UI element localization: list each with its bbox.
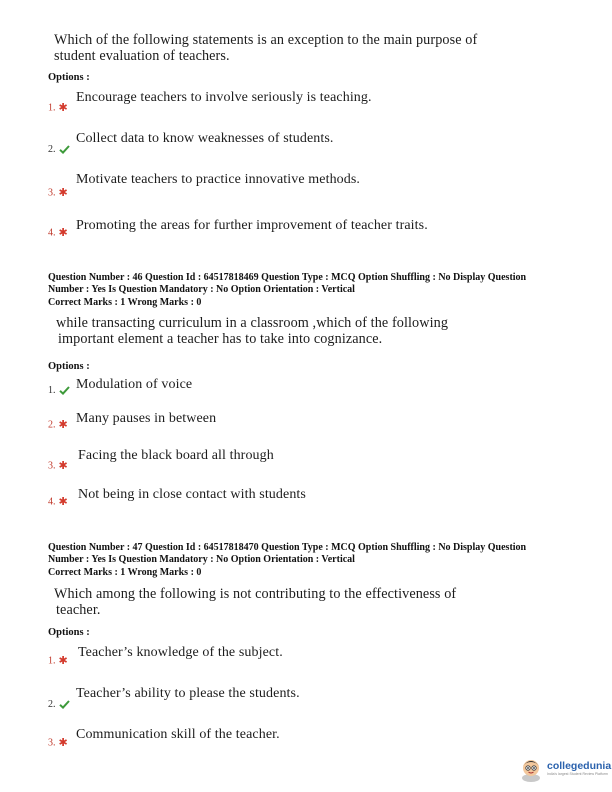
collegedunia-logo <box>518 756 611 782</box>
q45-option-1-number <box>48 103 68 113</box>
q46-question-line-2: important element a teacher has to take into cognizance. <box>58 331 383 347</box>
q45-option-1-text: Encourage teachers to involve seriously is teaching. <box>76 90 372 105</box>
cross-icon: ✱ <box>58 186 68 199</box>
q46-option-2-num: 2. <box>48 419 56 431</box>
q46-meta-line-2: Number : Yes Is Question Mandatory : No Option Orientation : Vertical <box>48 283 355 295</box>
q47-question-line-1: Which among the following is not contributing to the effectiveness of <box>54 586 457 602</box>
check-icon <box>59 700 70 709</box>
q46-options-label: Options : <box>48 361 90 372</box>
cross-icon: ✱ <box>58 495 68 508</box>
check-icon <box>59 386 70 395</box>
cross-icon: ✱ <box>58 736 68 749</box>
q47-option-1-text: Teacher’s knowledge of the subject. <box>78 645 283 660</box>
q45-option-1-num: 1. <box>48 102 56 114</box>
cross-icon: ✱ <box>58 654 68 667</box>
q45-question-line-2: student evaluation of teachers. <box>54 48 230 64</box>
q46-question-line-1: while transacting curriculum in a classroom ,which of the following <box>56 315 449 331</box>
q46-option-2-text: Many pauses in between <box>76 411 217 426</box>
q47-option-3-number <box>48 738 68 748</box>
q46-option-4-num: 4. <box>48 496 56 508</box>
check-icon <box>59 145 70 154</box>
q45-option-4-number <box>48 228 68 238</box>
q47-option-3-text: Communication skill of the teacher. <box>76 727 280 742</box>
cross-icon: ✱ <box>58 459 68 472</box>
q45-option-2-number <box>48 145 70 155</box>
q46-meta-line-1: Question Number : 46 Question Id : 64517818469 Question Type : MCQ Option Shuffling : No Display Question <box>48 272 527 283</box>
q47-option-2-number <box>48 700 70 710</box>
cross-icon: ✱ <box>58 418 68 431</box>
cross-icon: ✱ <box>58 226 68 239</box>
q46-option-3-text: Facing the black board all through <box>78 448 274 463</box>
q45-option-2-num: 2. <box>48 144 56 155</box>
q46-option-1-number <box>48 386 70 396</box>
cross-icon: ✱ <box>58 101 68 114</box>
q45-option-3-num: 3. <box>48 187 56 199</box>
q47-meta <box>48 542 526 579</box>
mascot-icon <box>518 756 544 782</box>
q47-meta-line-3: Correct Marks : 1 Wrong Marks : 0 <box>48 567 202 578</box>
q46-option-1-text: Modulation of voice <box>76 377 193 392</box>
q45-options-label: Options : <box>48 72 90 83</box>
q46-option-4-number <box>48 497 68 507</box>
q47-question-line-2: teacher. <box>56 602 101 618</box>
q45-option-2-text: Collect data to know weaknesses of students. <box>76 131 334 146</box>
q46-option-2-number <box>48 420 68 430</box>
q46-option-3-number <box>48 461 68 471</box>
q46-option-3-num: 3. <box>48 460 56 472</box>
q47-option-1-num: 1. <box>48 655 56 667</box>
q46-meta <box>48 272 526 309</box>
q47-option-1-number <box>48 656 68 666</box>
q45-option-3-text: Motivate teachers to practice innovative methods. <box>76 172 361 187</box>
q46-option-4-text: Not being in close contact with students <box>78 487 306 502</box>
q47-option-2-text: Teacher’s ability to please the students. <box>76 686 300 701</box>
q47-meta-line-2: Number : Yes Is Question Mandatory : No Option Orientation : Vertical <box>48 553 355 565</box>
q46-question-text <box>56 315 448 347</box>
q47-options-label: Options : <box>48 627 90 638</box>
q47-meta-line-1: Question Number : 47 Question Id : 64517818470 Question Type : MCQ Option Shuffling : No Display Question <box>48 542 527 553</box>
q47-option-2-num: 2. <box>48 699 56 710</box>
q45-option-4-text: Promoting the areas for further improvement of teacher traits. <box>76 218 428 233</box>
q46-meta-line-3: Correct Marks : 1 Wrong Marks : 0 <box>48 297 202 308</box>
q46-option-1-num: 1. <box>48 385 56 396</box>
logo-name: collegedunia <box>547 760 612 772</box>
logo-tagline: India's largest Student Review Platform <box>547 772 608 776</box>
q47-question-text <box>54 586 456 618</box>
q47-option-3-num: 3. <box>48 737 56 749</box>
q45-option-3-number <box>48 188 68 198</box>
q45-question-text <box>54 32 477 64</box>
q45-question-line-1: Which of the following statements is an exception to the main purpose of <box>54 32 478 48</box>
q45-option-4-num: 4. <box>48 227 56 239</box>
